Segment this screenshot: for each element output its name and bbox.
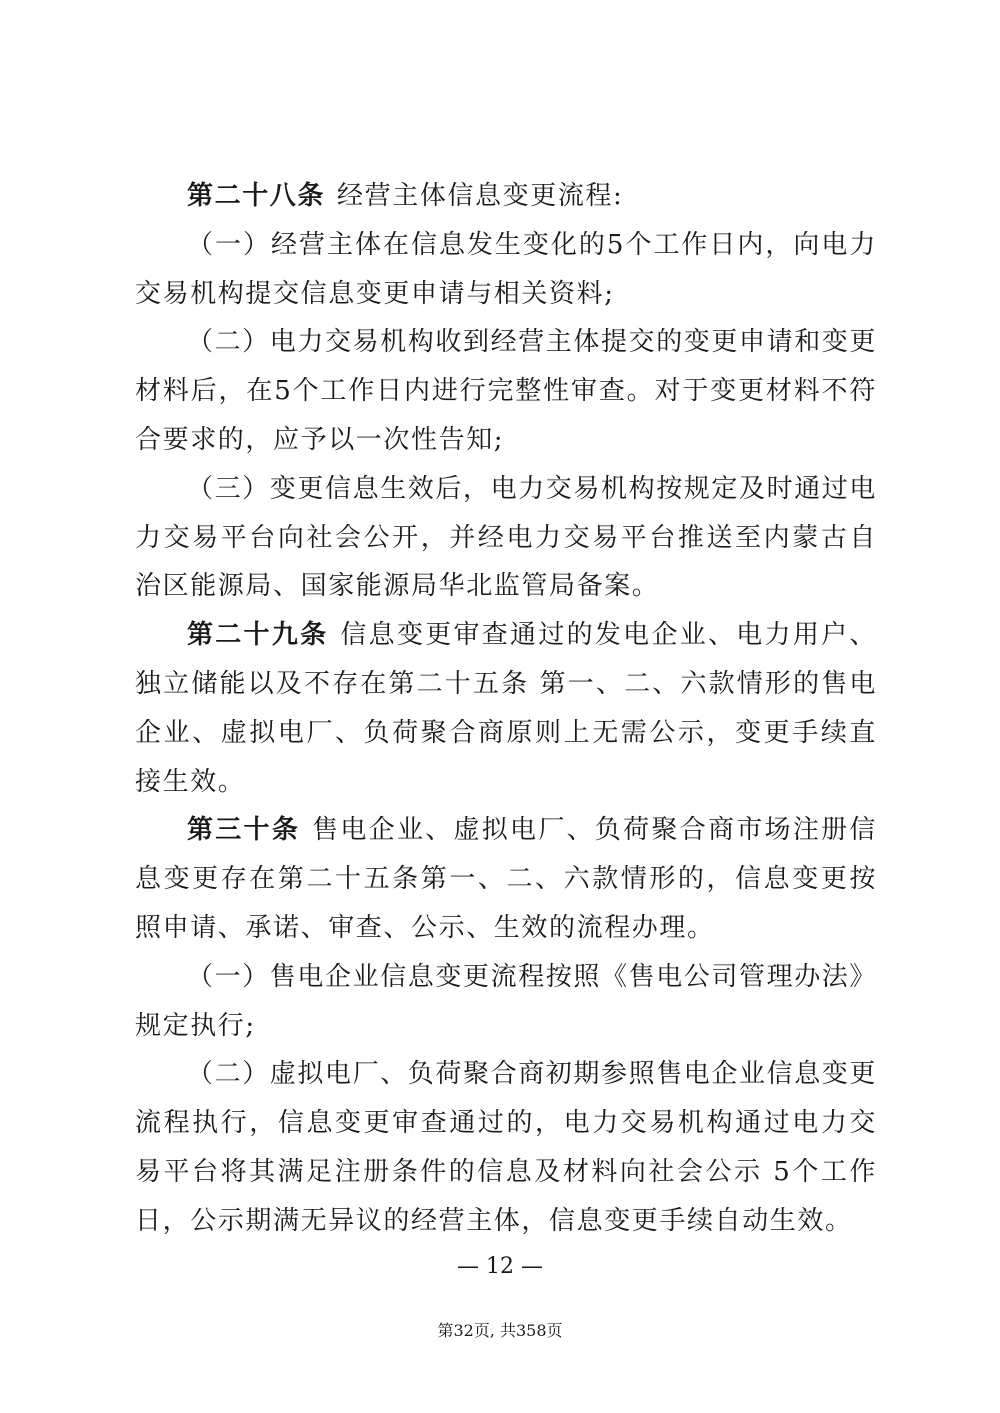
page-number: — 12 — — [457, 1254, 543, 1279]
document-body — [135, 172, 877, 1246]
article-30-item-2-text: （二）虚拟电厂、负荷聚合商初期参照售电企业信息变更流程执行，信息变更审查通过的，电力交易机构通过电力交易平台将其满足注册条件的信息及材料向社会公示 5个工作日，公示期满无异议的经营主体，信息变更手续自动生效。 — [135, 1059, 878, 1236]
page-footer: 第32页, 共358页 — [437, 1321, 563, 1340]
article-30-item-1-text: （一）售电企业信息变更流程按照《售电公司管理办法》规定执行; — [135, 961, 878, 1041]
article-29-heading: 第二十九条 — [187, 620, 329, 651]
article-30-item-1 — [135, 953, 877, 1051]
article-28-item-2 — [135, 318, 877, 464]
article-28-intro — [135, 172, 877, 221]
article-28-item-1-text: （一）经营主体在信息发生变化的5个工作日内，向电力交易机构提交信息变更申请与相关资料; — [135, 229, 877, 309]
article-29-text: 信息变更审查通过的发电企业、电力用户、独立储能以及不存在第二十五条 第一、二、六款情形的售电企业、虚拟电厂、负荷聚合商原则上无需公示，变更手续直接生效。 — [135, 620, 877, 797]
article-28-item-3-text: （三）变更信息生效后，电力交易机构按规定及时通过电力交易平台向社会公开，并经电力交易平台推送至内蒙古自治区能源局、国家能源局华北监管局备案。 — [135, 473, 878, 602]
article-30-intro — [135, 806, 877, 952]
article-28-item-2-text: （二）电力交易机构收到经营主体提交的变更申请和变更材料后，在5个工作日内进行完整性审查。对于变更材料不符合要求的，应予以一次性告知; — [135, 327, 878, 455]
article-28-item-3 — [135, 465, 877, 611]
article-28-heading: 第二十八条 — [187, 181, 326, 211]
article-28-item-1 — [135, 221, 877, 319]
article-30-heading: 第三十条 — [187, 815, 301, 846]
article-28-text: 经营主体信息变更流程: — [337, 181, 624, 211]
article-29 — [135, 611, 877, 806]
article-30-item-2 — [135, 1050, 877, 1245]
article-30-text: 售电企业、虚拟电厂、负荷聚合商市场注册信息变更存在第二十五条第一、二、六款情形的，信息变更按照申请、承诺、审查、公示、生效的流程办理。 — [135, 815, 877, 943]
